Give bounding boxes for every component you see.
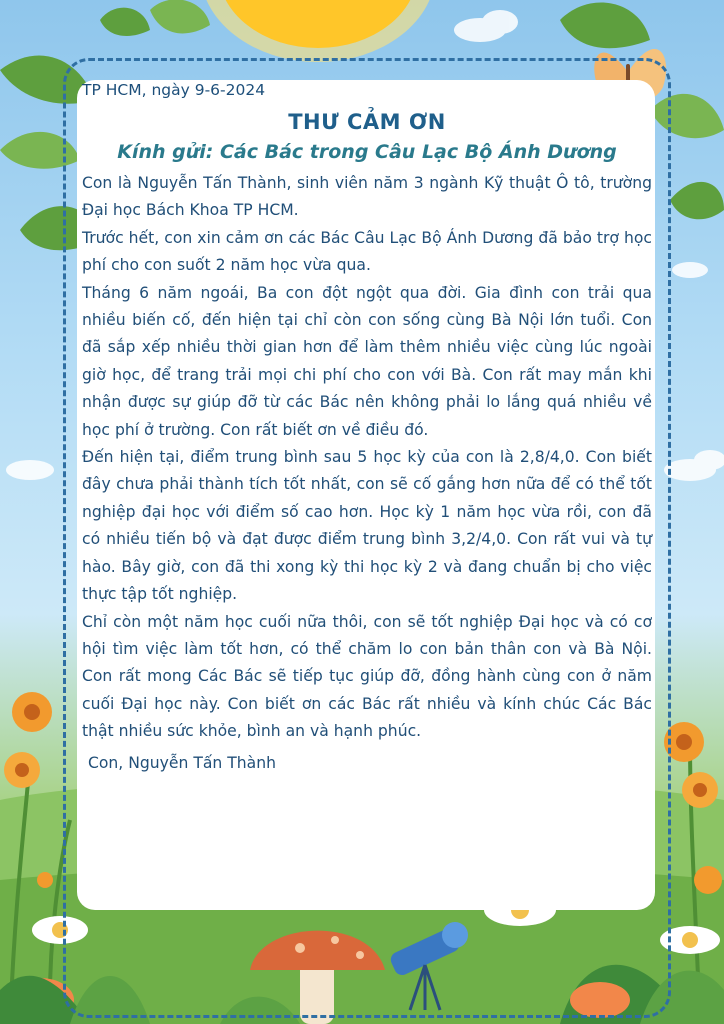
letter-title: THƯ CẢM ƠN xyxy=(288,110,446,134)
letter-paragraph: Con là Nguyễn Tấn Thành, sinh viên năm 3 ngành Kỹ thuật Ô tô, trường Đại học Bách Khoa TP HCM. xyxy=(82,174,652,220)
letter-date: TP HCM, ngày 9-6-2024 xyxy=(82,81,266,99)
letter-salutation: Kính gửi: Các Bác trong Câu Lạc Bộ Ánh Dương xyxy=(117,141,617,163)
letter-signature: Con, Nguyễn Tấn Thành xyxy=(88,753,276,772)
letter-paragraph: Trước hết, con xin cảm ơn các Bác Câu Lạc Bộ Ánh Dương đã bảo trợ học phí cho con suốt 2 năm học vừa qua. xyxy=(82,228,652,275)
letter-content xyxy=(82,78,652,777)
letter-paragraph: Đến hiện tại, điểm trung bình sau 5 học kỳ của con là 2,8/4,0. Con biết đây chưa phải thành tích tốt nhất, con sẽ cố gắng hơn nữa để có thể tốt nghiệp đại học với điểm số cao hơn. Học kỳ 1 năm học vừa rồi, con đã có nhiều tiến bộ và đạt được điểm trung bình 3,2/4,0. Con rất vui và tự hào. Bây giờ, con đã thi xong kỳ thi học kỳ 2 và đang chuẩn bị cho việc thực tập tốt nghiệp. xyxy=(82,448,652,604)
sun-icon xyxy=(200,0,436,62)
letter-paragraph: Tháng 6 năm ngoái, Ba con đột ngột qua đời. Gia đình con trải qua nhiều biến cố, đến hiện tại chỉ còn con sống cùng Bà Nội lớn tuổi. Con đã sắp xếp nhiều thời gian hơn để làm thêm nhiều việc cùng lúc ngoài giờ học, để trang trải mọi chi phí cho con với Bà. Con rất may mắn khi nhận được sự giúp đỡ từ các Bác nên không phải lo lắng quá nhiều về học phí ở trường. Con rất biết ơn về điều đó. xyxy=(82,283,652,439)
letter-paragraph: Chỉ còn một năm học cuối nữa thôi, con sẽ tốt nghiệp Đại học và có cơ hội tìm việc làm tốt hơn, có thể chăm lo con bản thân con và Bà Nội. Con rất mong Các Bác sẽ tiếp tục giúp đỡ, đồng hành cùng con ở năm cuối Đại học này. Con biết ơn các Bác rất nhiều và kính chúc Các Bác thật nhiều sức khỏe, bình an và hạnh phúc. xyxy=(82,612,652,741)
